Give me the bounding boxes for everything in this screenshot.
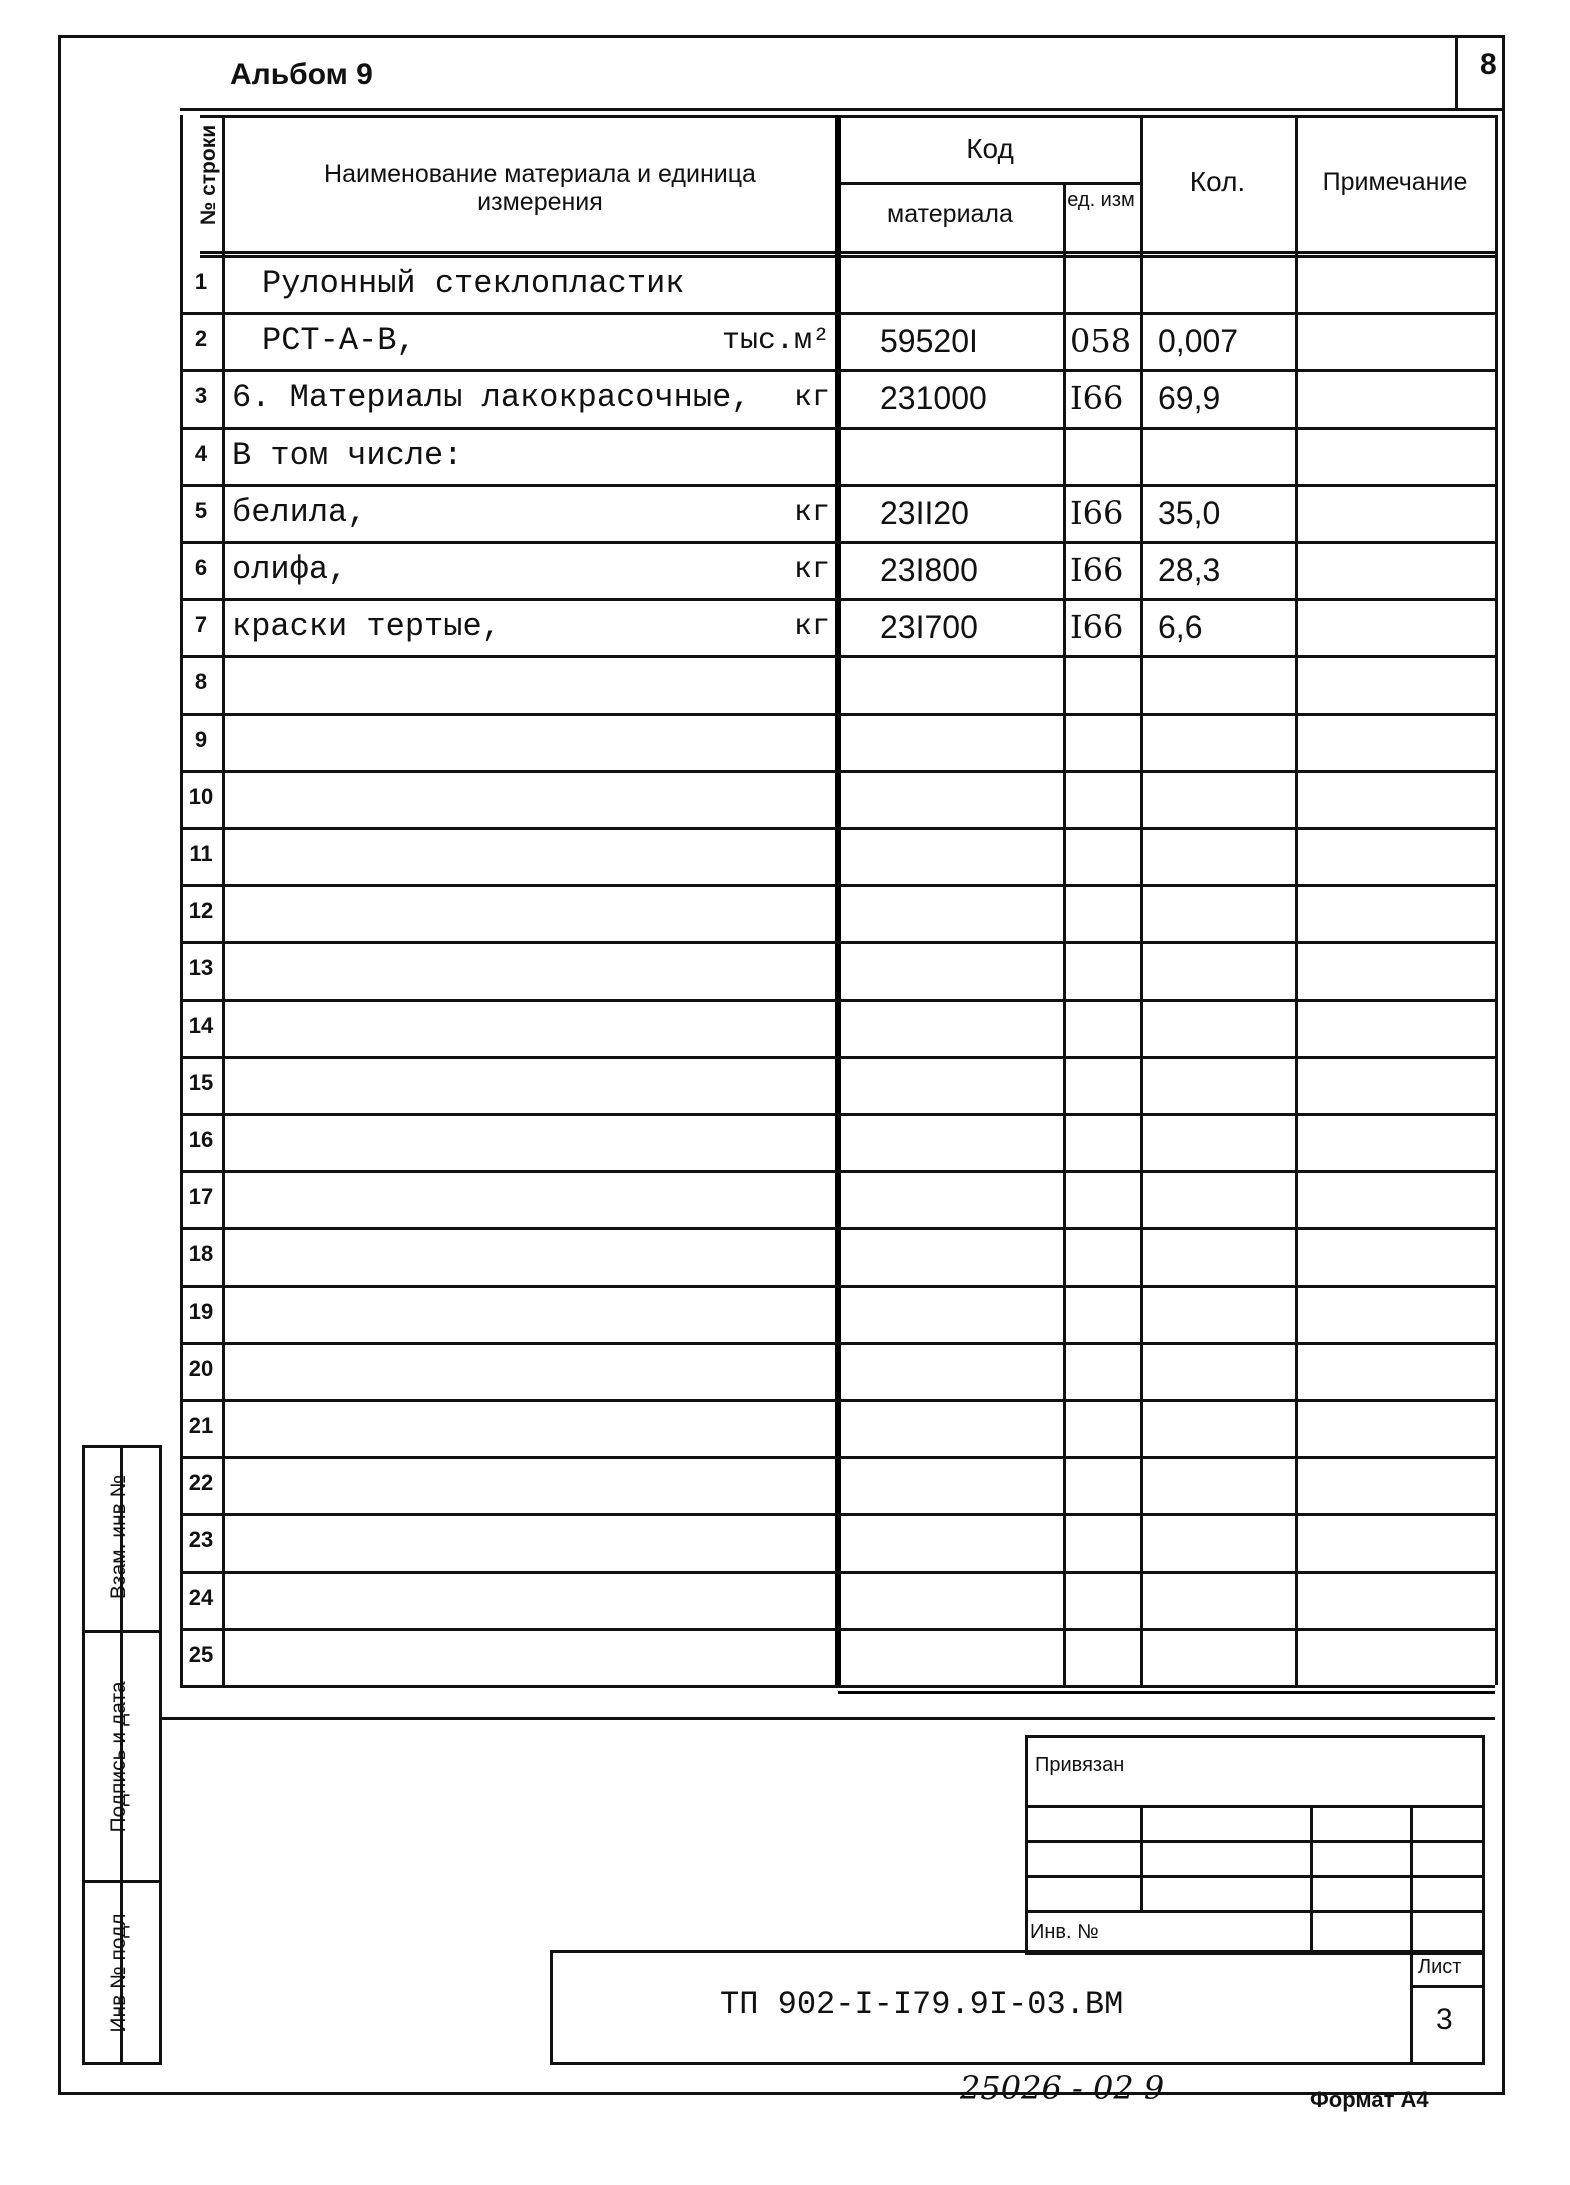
row-line-18 <box>180 1285 1495 1288</box>
tb-vline-1 <box>1140 1805 1143 1910</box>
row-qty: 28,3 <box>1158 552 1221 588</box>
row-line-13 <box>180 999 1495 1002</box>
sheet-number: 3 <box>1436 2003 1453 2036</box>
row-number: 5 <box>194 497 208 523</box>
row-number: 17 <box>188 1184 214 1210</box>
row-line-6 <box>180 598 1495 601</box>
row-number: 1 <box>194 269 208 294</box>
row-unit-code: 058 <box>1070 322 1132 361</box>
row-line-1 <box>180 312 1495 315</box>
row-line-12 <box>180 941 1495 944</box>
row-line-8 <box>180 713 1495 716</box>
row-unit-code: I66 <box>1070 551 1124 589</box>
row-material-code: 59520I <box>880 323 978 360</box>
row-qty: 35,0 <box>1158 494 1221 531</box>
row-qty: 0,007 <box>1158 323 1239 360</box>
row-line-23 <box>180 1571 1495 1574</box>
row-number: 7 <box>194 612 208 638</box>
side-stamp-vzam: Взам. инв № <box>107 1474 130 1600</box>
row-number: 10 <box>188 783 214 809</box>
row-line-16 <box>180 1170 1495 1173</box>
row-unit: тыс.м² <box>721 324 830 359</box>
row-name: краски тертые, <box>232 608 501 646</box>
row-line-3 <box>180 427 1495 430</box>
row-number: 23 <box>188 1527 214 1553</box>
row-line-14 <box>180 1056 1495 1059</box>
row-line-10 <box>180 827 1495 830</box>
row-unit-code: I66 <box>1070 493 1124 532</box>
row-number: 18 <box>188 1241 214 1267</box>
row-number: 24 <box>188 1584 214 1610</box>
row-number: 21 <box>188 1413 214 1438</box>
row-unit: кг <box>793 610 830 645</box>
row-line-21 <box>180 1456 1495 1459</box>
row-unit: кг <box>793 495 830 530</box>
row-material-code: 23I800 <box>880 552 978 588</box>
row-name: В том числе: <box>232 436 463 474</box>
row-number: 14 <box>188 1012 214 1038</box>
col-line-qty-right <box>1295 115 1298 1685</box>
row-number: 6 <box>194 555 208 580</box>
row-line-5 <box>180 541 1495 544</box>
row-name: олифа, <box>232 551 348 588</box>
col-header-row-no: № строки <box>197 124 220 226</box>
row-line-9 <box>180 770 1495 773</box>
table-top-rule <box>200 115 1495 118</box>
row-name: Рулонный стеклопластик <box>262 265 685 302</box>
row-line-19 <box>180 1342 1495 1345</box>
tb-rule-3 <box>1025 1875 1485 1878</box>
table-bottom-rule-2 <box>160 1717 1495 1720</box>
header-bottom-rule-2 <box>200 255 1495 258</box>
handwritten-number: 25026 - 02 9 <box>960 2069 1165 2107</box>
row-name: 6. Материалы лакокрасочные, <box>232 379 751 417</box>
row-unit: кг <box>793 381 830 416</box>
row-line-20 <box>180 1399 1495 1402</box>
col-line-unit-right <box>1140 115 1143 1685</box>
col-header-code-unit: ед. изм <box>1067 189 1135 211</box>
row-number: 8 <box>194 669 208 695</box>
col-line-material-right <box>1063 182 1066 1685</box>
inv-no-label: Инв. № <box>1030 1921 1099 1943</box>
row-number: 19 <box>188 1298 214 1324</box>
col-line-name-right <box>838 115 841 1685</box>
row-line-15 <box>180 1113 1495 1116</box>
row-number: 4 <box>194 440 208 466</box>
row-number: 9 <box>194 726 208 752</box>
col-header-code-material: материала <box>887 200 1013 228</box>
row-number: 15 <box>188 1069 214 1095</box>
col-header-note: Примечание <box>1322 168 1468 196</box>
row-line-7 <box>180 655 1495 658</box>
page-number: 8 <box>1480 48 1497 81</box>
row-material-code: 23I700 <box>880 609 978 646</box>
row-number: 16 <box>188 1127 214 1152</box>
row-line-24 <box>180 1628 1495 1631</box>
row-line-11 <box>180 884 1495 887</box>
col-line-name-right-thick <box>835 115 838 1685</box>
row-number: 13 <box>188 955 214 981</box>
album-label: Альбом 9 <box>230 58 373 91</box>
row-line-25 <box>180 1685 1495 1688</box>
privyazan-label: Привязан <box>1035 1754 1125 1776</box>
col-header-qty: Кол. <box>1189 166 1246 197</box>
header-rule <box>180 108 1505 111</box>
page-number-divider <box>1455 35 1458 110</box>
row-name: белила, <box>232 493 367 531</box>
side-stamp-podpis: Подпись и дата <box>107 1681 130 1833</box>
row-number: 3 <box>194 383 208 409</box>
row-number: 2 <box>194 326 208 352</box>
row-number: 12 <box>188 898 214 924</box>
code-subheader-rule <box>838 182 1140 185</box>
row-line-17 <box>180 1227 1495 1230</box>
row-number: 11 <box>189 841 213 866</box>
col-line-note-right <box>1495 115 1498 1685</box>
row-qty: 69,9 <box>1158 380 1221 417</box>
table-bottom-rule <box>838 1691 1495 1694</box>
row-unit-code: I66 <box>1070 379 1124 418</box>
col-header-code: Код <box>966 133 1014 164</box>
tb-rule-1 <box>1025 1805 1485 1808</box>
col-line-rownum-right <box>222 115 225 1685</box>
row-unit: кг <box>793 553 830 587</box>
tb-rule-2 <box>1025 1840 1485 1843</box>
col-header-name: Наименование материала и единица измерения <box>324 160 756 216</box>
row-name: РСТ-А-В, <box>262 322 416 360</box>
sheet-label: Лист <box>1418 1956 1462 1978</box>
row-line-22 <box>180 1513 1495 1516</box>
row-qty: 6,6 <box>1158 609 1203 646</box>
tb-vline-3 <box>1410 1805 1413 1955</box>
side-stamp-inv-podl: Инв № подл <box>107 1913 130 2033</box>
designation: ТП 902-I-I79.9I-03.ВМ <box>720 1986 1124 2023</box>
row-number: 22 <box>188 1470 214 1496</box>
row-material-code: 23II20 <box>880 494 969 531</box>
format-label: Формат А4 <box>1310 2087 1429 2112</box>
row-number: 25 <box>188 1641 214 1667</box>
sheet-rule <box>1410 1985 1485 1988</box>
designation-divider <box>1410 1950 1413 2065</box>
tb-vline-2 <box>1310 1805 1313 1955</box>
row-unit-code: I66 <box>1070 608 1124 647</box>
row-number: 20 <box>188 1355 214 1381</box>
header-bottom-rule <box>200 251 1495 254</box>
row-line-2 <box>180 369 1495 372</box>
row-material-code: 231000 <box>880 380 987 417</box>
row-line-4 <box>180 484 1495 487</box>
